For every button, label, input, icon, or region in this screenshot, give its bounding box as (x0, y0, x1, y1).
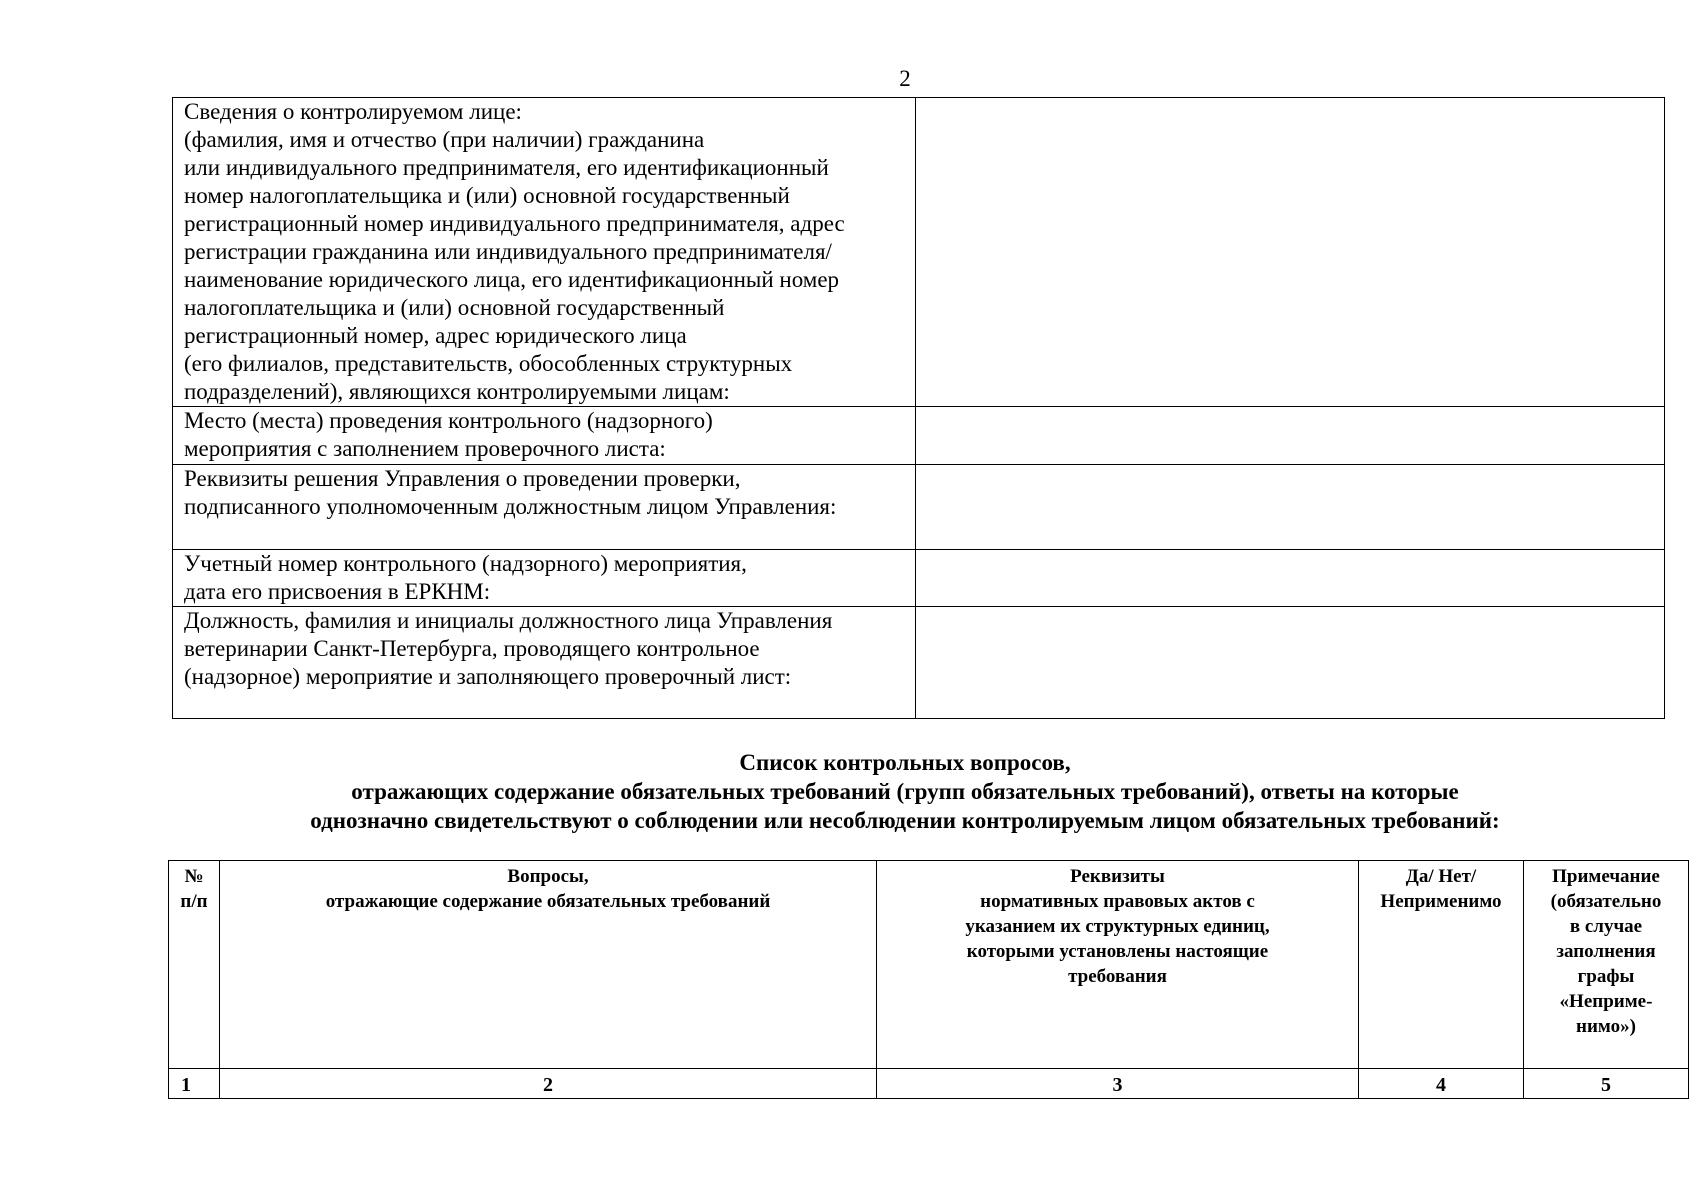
header-number: № п/п (169, 861, 220, 1069)
info-row-controlled-person (173, 98, 1665, 407)
column-number: 5 (1524, 1069, 1689, 1099)
column-number: 3 (877, 1069, 1359, 1099)
header-questions: Вопросы, отражающие содержание обязательных требований (220, 861, 877, 1069)
info-value-decision-details[interactable] (916, 465, 1665, 550)
info-row-registration-number (173, 550, 1665, 607)
header-answer: Да/ Нет/ Неприменимо (1359, 861, 1524, 1069)
info-value-official[interactable] (916, 607, 1665, 719)
checklist-heading-line: отражающих содержание обязательных требований (групп обязательных требований), ответы на которые (351, 779, 1459, 804)
info-label-registration-number (173, 550, 916, 607)
checklist-questions-table (168, 860, 1689, 1099)
info-value-event-location[interactable] (916, 407, 1665, 465)
checklist-heading-line: однозначно свидетельствуют о соблюдении или несоблюдении контролируемым лицом обязательных требований: (310, 808, 1500, 833)
header-note: Примечание (обязательно в случае заполнения графы «Неприме- нимо») (1524, 861, 1689, 1069)
inspection-info-table (172, 97, 1665, 719)
page-number: 2 (899, 66, 911, 91)
info-row-decision-details (173, 465, 1665, 550)
info-label-text: Должность, фамилия и инициалы должностного лица Управления ветеринарии Санкт-Петербурга, проводящего контрольное (надзорное) мероприятие и заполняющего проверочный лист: (184, 608, 833, 689)
checklist-heading-line: Список контрольных вопросов, (739, 750, 1071, 775)
info-row-official (173, 607, 1665, 719)
info-label-text: Место (места) проведения контрольного (надзорного) мероприятия с заполнением проверочного листа: (184, 408, 713, 461)
info-label-official (173, 607, 916, 719)
info-label-text: Сведения о контролируемом лице: (фамилия, имя и отчество (при наличии) гражданина или индивидуального предпринимателя, его идентификационный номер налогоплательщика и (или) основной государственный регистрационный номер индивидуального предпринимателя, адрес регистрации гражданина или индивидуального предпринимателя/ наименование юридического лица, его идентификационный номер налогоплательщика и (или) основной государственный регистрационный номер, адрес юридического лица (его филиалов, представительств, обособленных структурных подразделений), являющихся контролируемыми лицам: (184, 99, 845, 404)
info-label-controlled-person (173, 98, 916, 407)
column-number: 4 (1359, 1069, 1524, 1099)
info-row-event-location (173, 407, 1665, 465)
questions-header-row (169, 861, 1689, 1069)
info-label-event-location (173, 407, 916, 465)
info-label-text: Реквизиты решения Управления о проведении проверки, подписанного уполномоченным должностным лицом Управления: (184, 466, 837, 519)
column-numbering-row (169, 1069, 1689, 1099)
info-value-controlled-person[interactable] (916, 98, 1665, 407)
column-number: 2 (220, 1069, 877, 1099)
info-value-registration-number[interactable] (916, 550, 1665, 607)
column-number: 1 (169, 1069, 220, 1099)
info-label-decision-details (173, 465, 916, 550)
checklist-heading (160, 748, 1650, 835)
info-label-text: Учетный номер контрольного (надзорного) мероприятия, дата его присвоения в ЕРКНМ: (184, 551, 747, 604)
header-legal-acts: Реквизиты нормативных правовых актов с указанием их структурных единиц, которыми установлены настоящие требования (877, 861, 1359, 1069)
